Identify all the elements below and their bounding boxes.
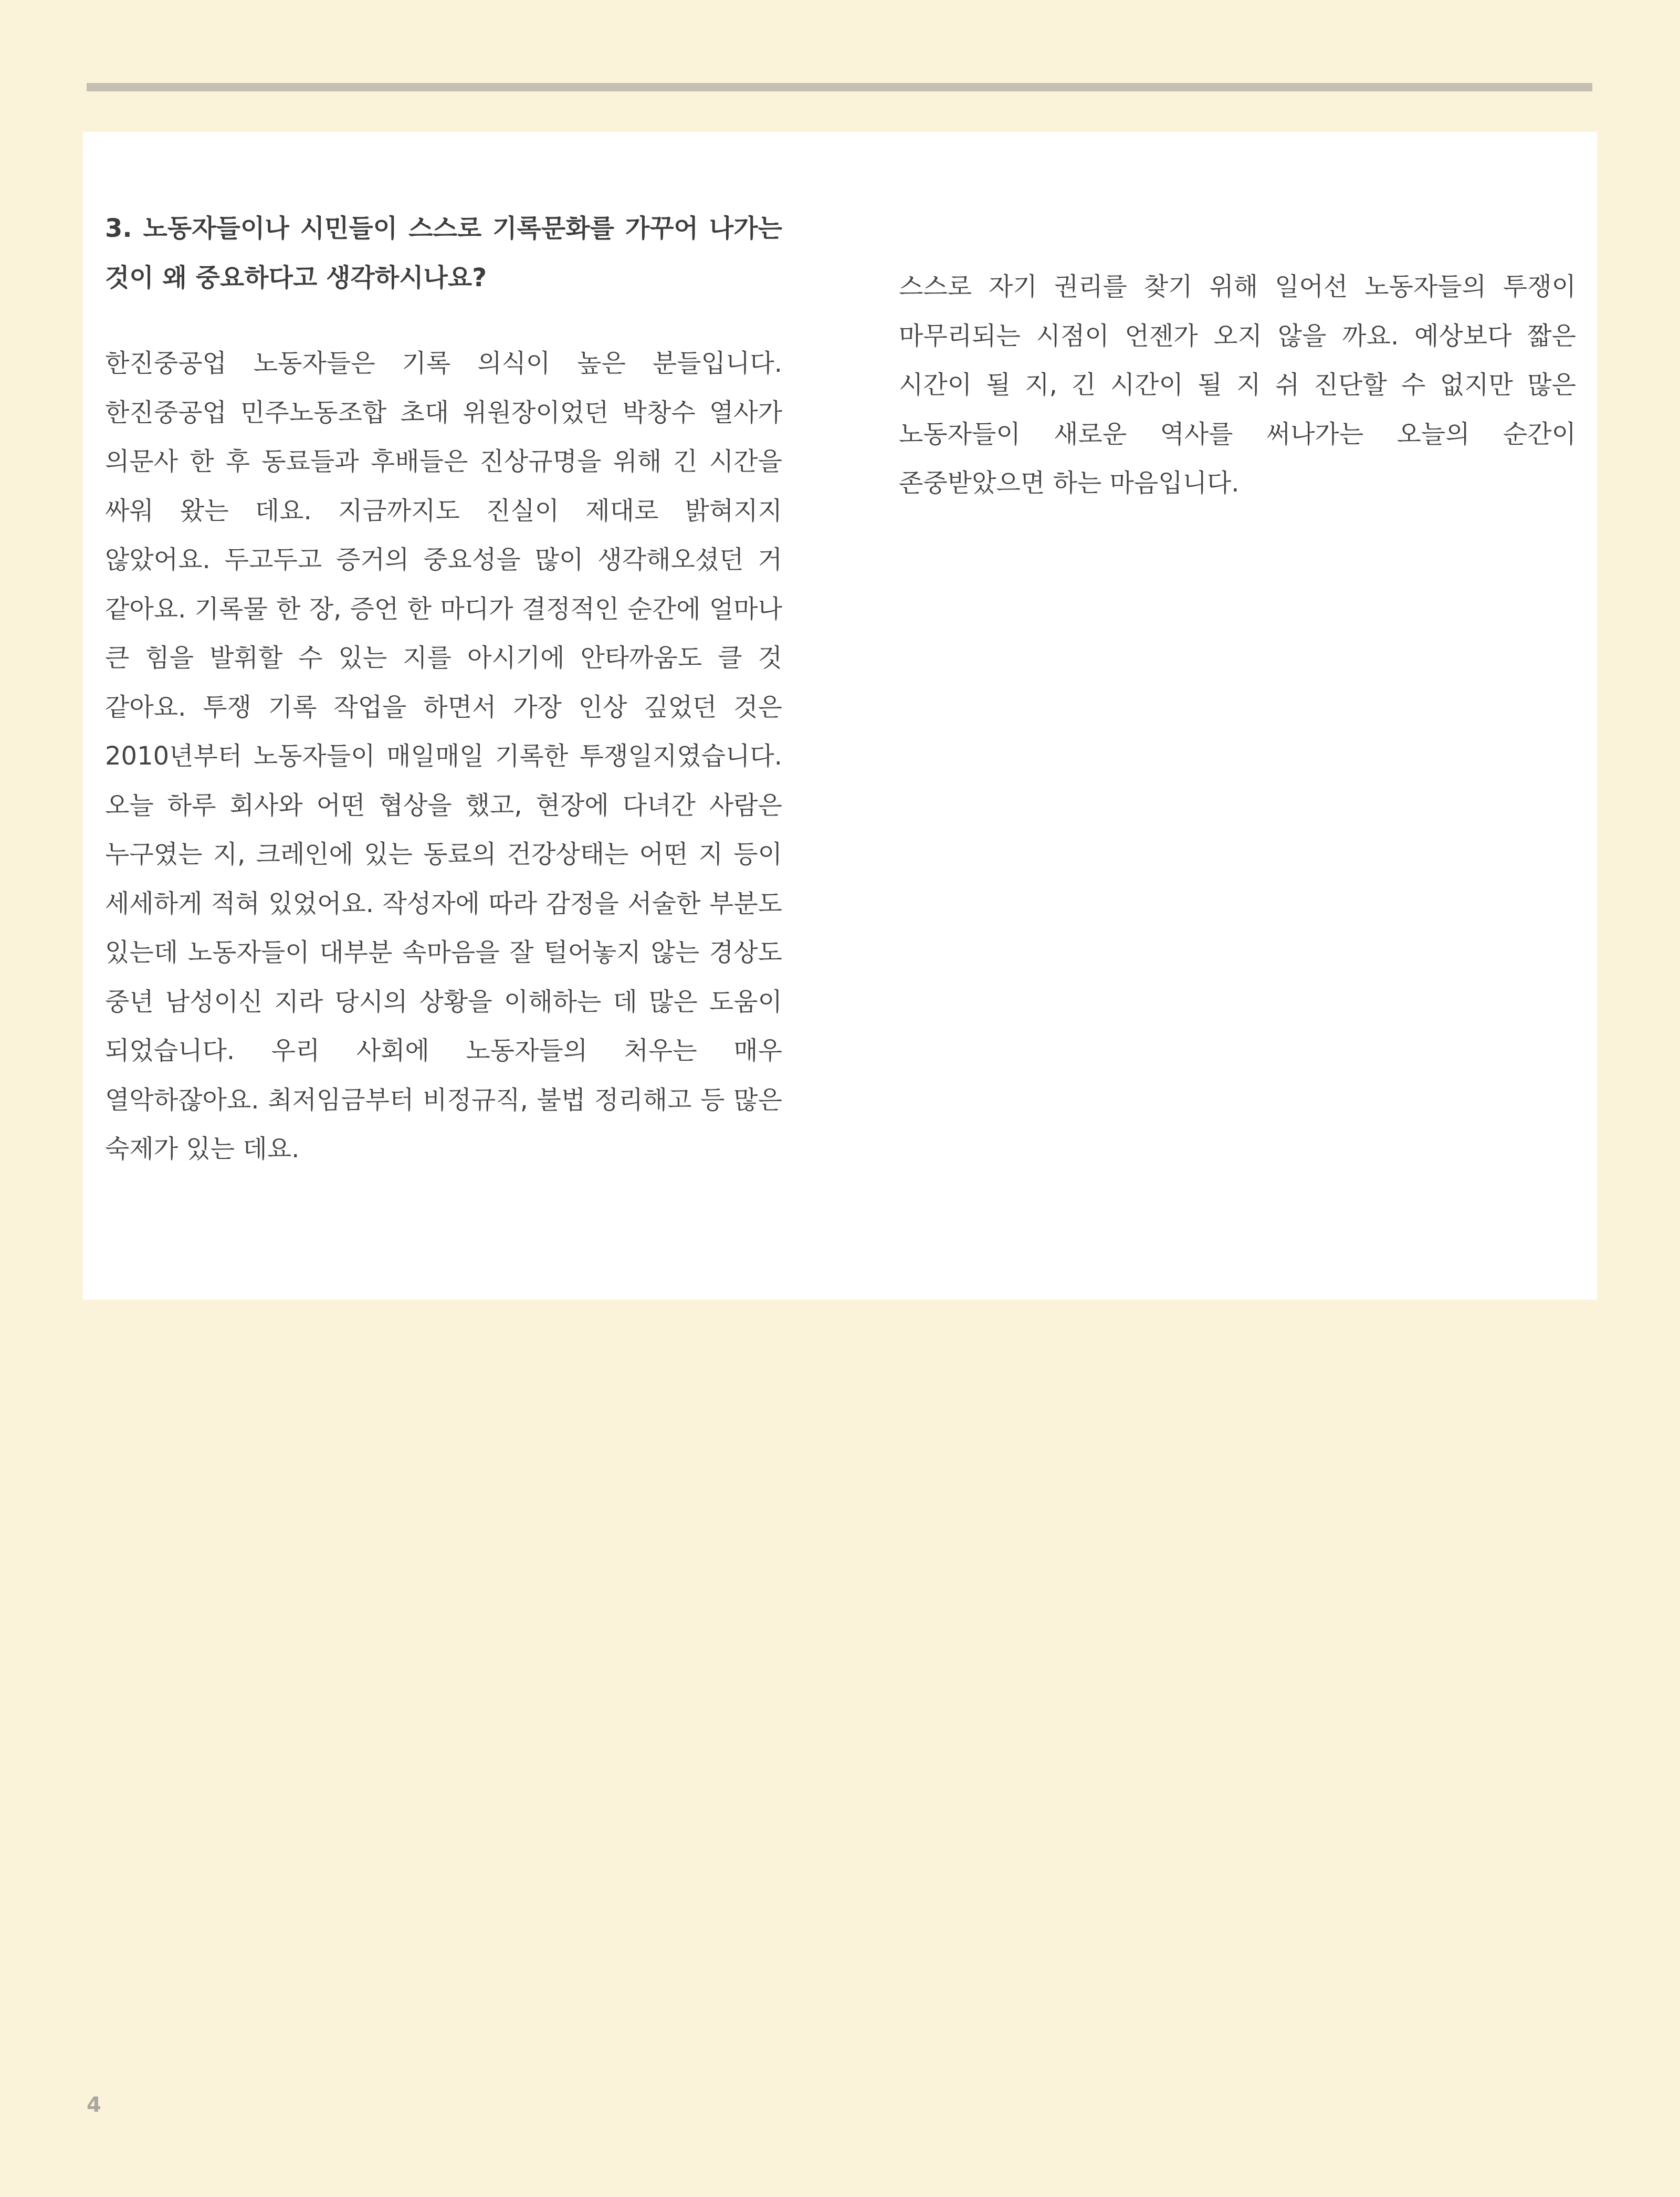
right-column	[899, 263, 1576, 508]
left-column	[105, 204, 782, 1174]
answer-paragraph-left: 한진중공업 노동자들은 기록 의식이 높은 분들입니다. 한진중공업 민주노동조합 초대 위원장이었던 박창수 열사가 의문사 한 후 동료들과 후배들은 진상규명을 위해 긴 시간을 싸워 왔는 데요. 지금까지도 진실이 제대로 밝혀지지 않았어요. 두고두고 증거의 중요성을 많이 생각해오셨던 거 같아요. 기록물 한 장, 증언 한 마디가 결정적인 순간에 얼마나 큰 힘을 발휘할 수 있는 지를 아시기에 안타까움도 클 것 같아요. 투쟁 기록 작업을 하면서 가장 인상 깊었던 것은 2010년부터 노동자들이 매일매일 기록한 투쟁일지였습니다. 오늘 하루 회사와 어떤 협상을 했고, 현장에 다녀간 사람은 누구였는 지, 크레인에 있는 동료의 건강상태는 어떤 지 등이 세세하게 적혀 있었어요. 작성자에 따라 감정을 서술한 부분도 있는데 노동자들이 대부분 속마음을 잘 털어놓지 않는 경상도 중년 남성이신 지라 당시의 상황을 이해하는 데 많은 도움이 되었습니다. 우리 사회에 노동자들의 처우는 매우 열악하잖아요. 최저임금부터 비정규직, 불법 정리해고 등 많은 숙제가 있는 데요.	[105, 349, 782, 1164]
page-number: 4	[87, 2093, 101, 2117]
top-rule	[87, 83, 1592, 91]
question-heading: 3. 노동자들이나 시민들이 스스로 기록문화를 가꾸어 나가는 것이 왜 중요하다고 생각하시나요?	[105, 214, 782, 292]
answer-paragraph-right: 스스로 자기 권리를 찾기 위해 일어선 노동자들의 투쟁이 마무리되는 시점이 언젠가 오지 않을 까요. 예상보다 짧은 시간이 될 지, 긴 시간이 될 지 쉬 진단할 수 없지만 많은 노동자들이 새로운 역사를 써나가는 오늘의 순간이 존중받았으면 하는 마음입니다.	[899, 272, 1576, 498]
